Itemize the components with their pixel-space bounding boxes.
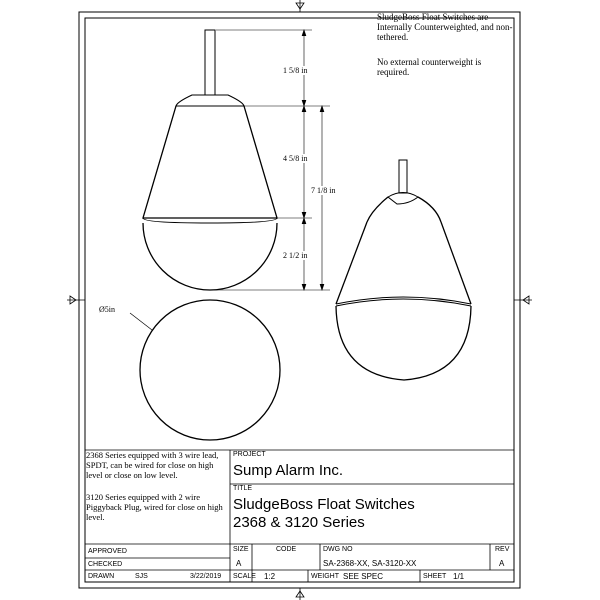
dwg-no-value: SA-2368-XX, SA-3120-XX	[323, 559, 417, 568]
size-label: SIZE	[233, 546, 249, 553]
drawn-label: DRAWN	[88, 573, 115, 580]
weight-value: SEE SPEC	[343, 572, 384, 581]
sheet-label: SHEET	[423, 573, 447, 580]
scale-label: SCALE	[233, 573, 256, 580]
title-line-2: 2368 & 3120 Series	[233, 514, 365, 531]
title-label: TITLE	[233, 485, 253, 492]
dim-overall-height: 7 1/8 in	[311, 186, 336, 195]
dim-diameter: Ø5in	[99, 305, 115, 314]
code-label: CODE	[276, 546, 297, 553]
centering-mark-right	[514, 296, 532, 304]
float-plan-circle	[140, 300, 280, 440]
rev-value: A	[499, 559, 505, 568]
approved-label: APPROVED	[88, 548, 127, 555]
sheet-value: 1/1	[453, 572, 465, 581]
centering-mark-top	[296, 0, 304, 12]
float-isometric-view	[336, 160, 471, 380]
title-line-1: SludgeBoss Float Switches	[233, 496, 415, 513]
note-series-2368: 2368 Series equipped with 3 wire lead, SPDT, can be wired for close on high level or close on low level.	[86, 450, 221, 480]
checked-label: CHECKED	[88, 561, 123, 568]
note-no-external-counterweight: No external counterweight is required.	[377, 57, 484, 77]
project-value: Sump Alarm Inc.	[233, 462, 344, 479]
weight-label: WEIGHT	[311, 573, 339, 580]
drawn-date: 3/22/2019	[190, 573, 222, 580]
rev-label: REV	[495, 546, 510, 553]
dim-stem-height: 1 5/8 in	[283, 66, 308, 75]
float-front-view	[143, 30, 277, 290]
centering-mark-bottom	[296, 588, 304, 600]
project-label: PROJECT	[233, 451, 266, 458]
note-series-3120: 3120 Series equipped with 2 wire Piggyback Plug, wired for close on high level.	[86, 492, 225, 522]
dim-cone-height: 4 5/8 in	[283, 154, 308, 163]
centering-mark-left	[67, 296, 85, 304]
scale-value: 1:2	[264, 572, 276, 581]
dimension-lines	[214, 30, 330, 290]
diameter-leader	[130, 313, 152, 330]
dwg-no-label: DWG NO	[323, 546, 353, 553]
drawn-by: SJS	[135, 573, 148, 580]
size-value: A	[236, 559, 242, 568]
note-internal-counterweight: SludgeBoss Float Switches are Internally Counterweighted, and non-tethered.	[377, 12, 513, 42]
dim-bottom-height: 2 1/2 in	[283, 251, 308, 260]
